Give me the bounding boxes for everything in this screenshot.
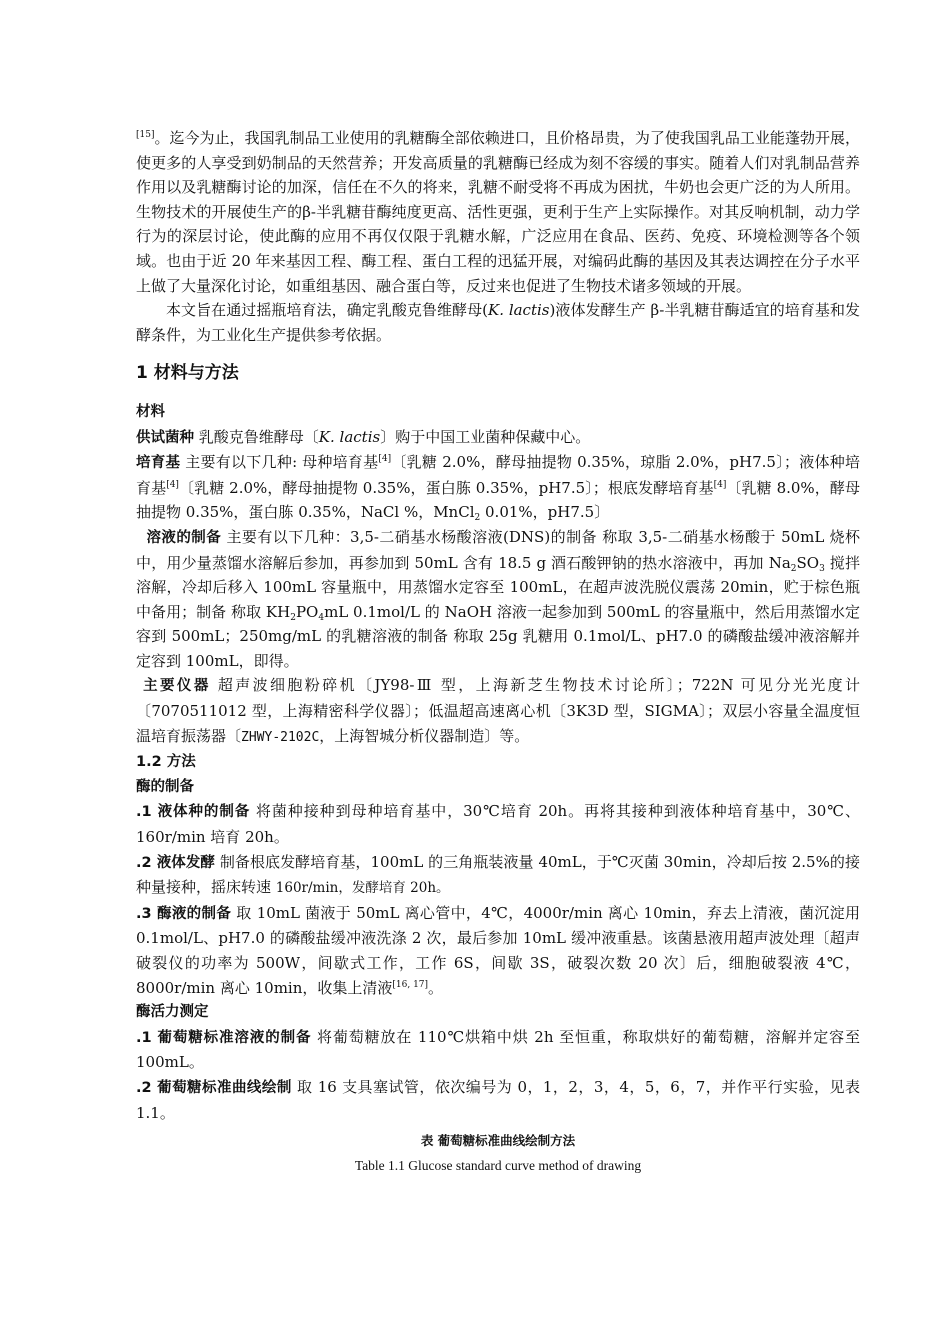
intro-paragraph [136, 126, 860, 298]
solution-text: mL 0.1mol/L 的 NaOH 溶液一起参加到 500mL 的容量瓶中，然后用蒸馏水定容到 500mL；250mg/mL 的乳糖溶液的制备 称取 25g 乳糖用 0.1mol/L、pH7.0 的磷酸盐缓冲液溶解并定容到 100mL，即得。 [136, 602, 860, 670]
strain-text-b: 〕购于中国工业菌种保藏中心。 [380, 427, 591, 446]
medium-text: 主要有以下几种: 母种培育基 [180, 453, 379, 472]
step1-label: .1 液体种的制备 [136, 804, 251, 821]
document-page [136, 126, 860, 1178]
subscript: 2 [790, 563, 797, 574]
solution-text: 搅拌溶解，冷却后移入 100mL 容量瓶中，用蒸馏水定容至 100mL，在超声波洗脱仪震荡 20min，贮于棕色瓶中备用；制备 称取 KH [136, 553, 860, 621]
step3-text-end: 。 [428, 978, 444, 997]
subscript: 2 [474, 513, 481, 524]
medium-label: 培育基 [136, 455, 181, 472]
instrument-text: 超声波细胞粉碎机〔JY98-Ⅲ 型，上海新芝生物技术讨论所〕；722N 可见分光光度计〔7070511012 型，上海精密科学仪器〕；低温超高速离心机〔3K3D 型，SIGMA〕；双层小容量全温度恒温培育振荡器〔 [136, 676, 860, 745]
step3-label: .3 酶液的制备 [136, 905, 232, 922]
table-caption-en: Table 1.1 Glucose standard curve method of drawing [354, 1157, 642, 1173]
strain-label: 供试菌种 [136, 429, 194, 446]
methods-heading: 1.2 方法 [136, 754, 196, 771]
act1-text: 将葡萄糖放在 110℃烘箱中烘 2h 至恒重，称取烘好的葡萄糖，溶解并定容至 100mL。 [136, 1027, 860, 1072]
solution-paragraph [136, 525, 860, 674]
medium-text: 0.01%，pH7.5〕 [480, 503, 610, 522]
step1-text: 将菌种接种到母种培育基中，30℃培育 20h。再将其接种到液体种培育基中，30℃、160r/min 培育 20h。 [136, 802, 860, 847]
aim-paragraph [136, 298, 860, 347]
medium-paragraph [136, 450, 860, 525]
strain-paragraph [136, 425, 860, 451]
act2-paragraph [136, 1075, 860, 1125]
act1-label: .1 葡萄糖标准溶液的制备 [136, 1029, 312, 1046]
species-name: K. lactis [318, 427, 381, 446]
aim-text-a: 本文旨在通过摇瓶培育法，确定乳酸克鲁维酵母( [166, 301, 489, 320]
step2-speed: 160r/min，发酵培育 20h。 [275, 880, 450, 897]
species-name: K. lactis [488, 301, 550, 320]
act2-text: 取 16 支具塞试管，依次编号为 0，1，2，3，4，5，6，7，并作平行实验，见表 1.1。 [136, 1077, 860, 1122]
step1-paragraph [136, 799, 860, 849]
activity-heading: 酶活力测定 [136, 1004, 209, 1021]
step2-text: 制备根底发酵培育基，100mL 的三角瓶装液量 40mL，于℃灭菌 30min，冷却后按 2.5%的接种量接种，摇床转速 [136, 852, 860, 897]
strain-text-a: 乳酸克鲁维酵母〔 [194, 427, 319, 446]
instrument-text: ，上海智城分析仪器制造〕等。 [319, 726, 530, 745]
materials-heading: 材料 [136, 403, 165, 420]
citation: [15] [136, 130, 155, 140]
medium-text: 〔乳糖 8.0%，酵母抽提物 0.35%，蛋白胨 0.35%，NaCl %，MnCl [136, 478, 860, 522]
instrument-label: 主要仪器 [143, 678, 211, 695]
enzyme-heading: 酶的制备 [136, 778, 194, 795]
act1-paragraph [136, 1025, 860, 1075]
intro-text: 。迄今为止，我国乳制品工业使用的乳糖酶全部依赖进口，且价格昂贵，为了使我国乳品工业能蓬勃开展，使更多的人享受到奶制品的天然营养；开发高质量的乳糖酶已经成为刻不容缓的事实。随着人们对乳制品营养作用以及乳糖酶讨论的加深，信任在不久的将来，乳糖不耐受将不再成为困扰，牛奶也会更广泛的为人所用。生物技术的开展使生产的β-半乳糖苷酶纯度更高、活性更强，更利于生产上实际操作。对其反响机制，动力学行为的深层讨论，使此酶的应用不再仅仅限于乳糖水解，广泛应用在食品、医药、免疫、环境检测等各个领域。也由于近 20 年来基因工程、酶工程、蛋白工程的迅猛开展，对编码此酶的基因及其表达调控在分子水平上做了大量深化讨论，如重组基因、融合蛋白等，反过来也促进了生物技术诸多领域的开展。 [136, 129, 860, 295]
solution-text: PO [295, 602, 319, 621]
citation: [4] [713, 479, 727, 490]
solution-text: 主要有以下几种：3,5-二硝基水杨酸溶液(DNS)的制备 称取 3,5-二硝基水杨酸于 50mL 烧杯中，用少量蒸馏水溶解后参加，再参加到 50mL 含有 18.5 g 酒石酸钾钠的热水溶液中，再加 Na [136, 527, 861, 572]
citation: [16, 17] [392, 979, 429, 990]
instrument-model: ZHWY-2102C [241, 729, 320, 745]
medium-text: 〔乳糖 2.0%，酵母抽提物 0.35%，琼脂 2.0%，pH7.5〕；液体种培育基 [136, 453, 860, 497]
citation: [4] [378, 454, 392, 465]
subscript: 4 [318, 612, 325, 623]
instrument-paragraph [136, 673, 860, 750]
subscript: 3 [819, 563, 825, 574]
step2-label: .2 液体发酵 [136, 854, 215, 871]
step3-paragraph [136, 901, 860, 1000]
step3-text: 取 10mL 菌液于 50mL 离心管中，4℃，4000r/min 离心 10min，弃去上清液，菌沉淀用 0.1mol/L、pH7.0 的磷酸盐缓冲液洗涤 2 次，最后参加 10mL 缓冲液重悬。该菌悬液用超声波处理〔超声破裂仪的功率为 500W，间歇式工作，工作 6S，间歇 3S，破裂次数 20 次〕后，细胞破裂液 4℃，8000r/min 离心 10min，收集上清液 [136, 903, 861, 997]
step2-paragraph [136, 850, 860, 901]
citation: [4] [166, 479, 179, 490]
act2-label: .2 葡萄糖标准曲线绘制 [136, 1079, 292, 1096]
section-heading: 1 材料与方法 [136, 363, 239, 384]
solution-text: SO [796, 553, 820, 572]
subscript: 2 [290, 612, 296, 623]
medium-text: 〔乳糖 2.0%，酵母抽提物 0.35%，蛋白胨 0.35%，pH7.5〕；根底发酵培育基 [178, 478, 714, 497]
solution-label: 溶液的制备 [146, 529, 222, 546]
aim-text-b: )液体发酵生产 β-半乳糖苷酶适宜的培育基和发酵条件，为工业化生产提供参考依据。 [136, 301, 860, 344]
table-caption-cn: 表 葡萄糖标准曲线绘制方法 [420, 1133, 576, 1149]
